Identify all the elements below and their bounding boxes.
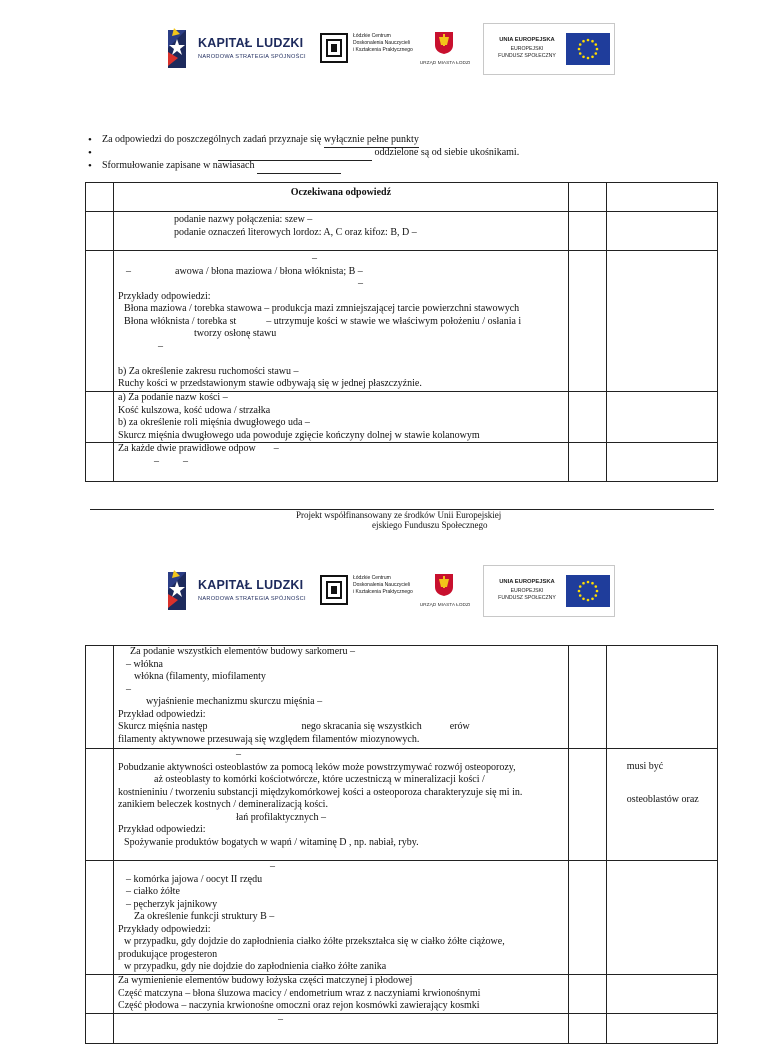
kapital-ludzki-subtitle: NARODOWA STRATEGIA SPÓJNOŚCI bbox=[198, 54, 306, 60]
eu-flag-icon bbox=[566, 575, 610, 607]
eu-subtitle: EUROPEJSKI FUNDUSZ SPOŁECZNY bbox=[498, 46, 556, 60]
answer-line: – bbox=[270, 861, 276, 872]
column-header-expected-answer: Oczekiwana odpowiedź bbox=[114, 183, 569, 212]
answer-line: – bbox=[126, 683, 132, 695]
eu-title: UNIA EUROPEJSKA bbox=[499, 579, 555, 585]
instruction-item: • Za odpowiedzi do poszczególnych zadań przyznaje się wyłącznie pełne punkty bbox=[88, 134, 688, 147]
kapital-ludzki-subtitle: NARODOWA STRATEGIA SPÓJNOŚCI bbox=[198, 596, 306, 602]
footer-line-2: ejskiego Funduszu Społecznego bbox=[372, 520, 488, 530]
instruction-item: • Sformułowanie zapisane w nawiasach bbox=[88, 160, 688, 173]
answer-line: – pęcherzyk jajnikowy bbox=[126, 898, 218, 910]
logo-strip-second-page bbox=[160, 565, 620, 621]
lodz-crest-icon bbox=[434, 573, 454, 597]
answer-line: Za podanie wszystkich elementów budowy sarkomeru – bbox=[130, 646, 355, 657]
answer-line: Przykład odpowiedzi: bbox=[118, 824, 206, 835]
scoring-instructions bbox=[88, 134, 688, 173]
answer-table-2 bbox=[85, 645, 718, 1044]
table-row bbox=[86, 1014, 718, 1044]
answer-line: produkujące progesteron bbox=[118, 948, 218, 960]
answer-line: włókna (filamenty, miofilamenty bbox=[134, 671, 266, 682]
answer-line: – bbox=[158, 340, 164, 352]
answer-line: Kość kulszowa, kość udowa / strzałka bbox=[118, 404, 271, 416]
answer-line: kostnieniniu / tworzeniu substancji międzykomórkowej kości a osteoporoza charakteryzuje się mi in. bbox=[118, 786, 523, 798]
urzad-miasta-label: URZĄD MIASTA ŁODZI bbox=[419, 61, 471, 66]
answer-line: Błona włóknista / torebka st – utrzymuje kości w stawie we właściwym położeniu / osłania i bbox=[124, 315, 522, 327]
answer-line: podanie oznaczeń literowych lordoz: A, C oraz kifoz: B, D – bbox=[174, 226, 417, 238]
table-row bbox=[86, 251, 718, 392]
lodz-crest-icon bbox=[434, 31, 454, 55]
logo-strip-top bbox=[160, 23, 620, 79]
answer-line: Za wymienienie elementów budowy łożyska części matczynej i płodowej bbox=[118, 975, 413, 986]
answer-line: podanie nazwy połączenia: szew – bbox=[174, 214, 313, 225]
table-row bbox=[86, 975, 718, 1014]
answer-line: – awowa / błona maziowa / błona włóknista; B – bbox=[126, 265, 363, 277]
cdn-logo-icon bbox=[320, 575, 348, 605]
table-row bbox=[86, 646, 718, 749]
answer-line: Część matczyna – błona śluzowa macicy / endometrium wraz z naczyniami krwionośnymi bbox=[118, 987, 481, 999]
table-row bbox=[86, 861, 718, 975]
table-row bbox=[86, 443, 718, 482]
answer-line: – komórka jajowa / oocyt II rzędu bbox=[126, 873, 263, 885]
urzad-miasta-label: URZĄD MIASTA ŁODZI bbox=[419, 603, 471, 608]
answer-line: – bbox=[278, 1014, 284, 1025]
eu-flag-icon bbox=[566, 33, 610, 65]
kapital-ludzki-logo-icon bbox=[164, 568, 190, 614]
answer-table-1 bbox=[85, 182, 718, 482]
answer-line: – ciałko żółte bbox=[126, 886, 180, 897]
answer-line: w przypadku, gdy nie dojdzie do zapłodnienia ciałko żółte zanika bbox=[124, 961, 387, 972]
table-header-row bbox=[86, 183, 718, 212]
footer-line-1: Projekt współfinansowany ze środków Unii Europejskiej bbox=[296, 510, 502, 520]
eu-logo-box bbox=[483, 23, 615, 75]
instruction-item: • oddzielone są od siebie ukośnikami. bbox=[88, 147, 688, 160]
table-row bbox=[86, 749, 718, 861]
answer-line: Skurcz mięśnia dwugłowego uda powoduje zgięcie kończyny dolnej w stawie kolanowym bbox=[118, 429, 480, 441]
kapital-ludzki-title: KAPITAŁ LUDZKI bbox=[198, 36, 304, 50]
answer-line: – bbox=[312, 253, 318, 264]
answer-line: łań profilaktycznych – bbox=[236, 811, 326, 823]
answer-line: – bbox=[236, 749, 242, 760]
answer-line: Za każde dwie prawidłowe odpow – bbox=[118, 443, 279, 454]
answer-line: Spożywanie produktów bogatych w wapń / witaminę D , np. nabiał, ryby. bbox=[124, 836, 419, 848]
answer-line: Przykład odpowiedzi: bbox=[118, 708, 206, 720]
answer-line: Część płodowa – naczynia krwionośne omoczni oraz rejon kosmówki zawierający kosmki bbox=[118, 1000, 480, 1011]
cdn-logo-icon bbox=[320, 33, 348, 63]
answer-line: aż osteoblasty to komórki kościotwórcze, które uczestniczą w mineralizacji kości / bbox=[154, 774, 485, 785]
answer-line: – włókna bbox=[126, 658, 163, 670]
eu-subtitle: EUROPEJSKI FUNDUSZ SPOŁECZNY bbox=[498, 588, 556, 602]
answer-line: Ruchy kości w przedstawionym stawie odbywają się w jednej płaszczyźnie. bbox=[118, 378, 422, 389]
answer-line: zanikiem beleczek kostnych / demineralizacją kości. bbox=[118, 799, 328, 810]
answer-line: – bbox=[358, 278, 364, 289]
answer-line: Skurcz mięśnia następ nego skracania się wszystkich erów bbox=[118, 721, 470, 732]
answer-line: w przypadku, gdy dojdzie do zapłodnienia ciałko żółte przekształca się w ciałko żółte ciążowe, bbox=[124, 936, 505, 947]
kapital-ludzki-title: KAPITAŁ LUDZKI bbox=[198, 578, 304, 592]
answer-line: a) Za podanie nazw kości – bbox=[118, 392, 228, 403]
answer-line: – – bbox=[154, 455, 189, 467]
cdn-logo-text: Łódzkie Centrum Doskonalenia Nauczycieli i Kształcenia Praktycznego bbox=[353, 33, 413, 53]
kapital-ludzki-logo-icon bbox=[164, 26, 190, 72]
answer-line: Pobudzanie aktywności osteoblastów za pomocą leków może powstrzymywać rozwój osteoporozy, bbox=[118, 761, 516, 773]
scoring-note: osteoblastów oraz bbox=[626, 793, 699, 805]
answer-line: tworzy osłonę stawu bbox=[194, 328, 277, 339]
answer-line: Błona maziowa / torebka stawowa – produkcja mazi zmniejszającej tarcie powierzchni stawowych bbox=[124, 303, 520, 314]
answer-line: Za określenie funkcji struktury B – bbox=[134, 911, 275, 922]
answer-line: b) Za określenie zakresu ruchomości stawu – bbox=[118, 365, 299, 377]
eu-title: UNIA EUROPEJSKA bbox=[499, 37, 555, 43]
answer-line: Przykłady odpowiedzi: bbox=[118, 290, 211, 302]
table-row bbox=[86, 212, 718, 251]
cdn-logo-text: Łódzkie Centrum Doskonalenia Nauczycieli i Kształcenia Praktycznego bbox=[353, 575, 413, 595]
scoring-note: musi być bbox=[626, 761, 664, 772]
answer-line: wyjaśnienie mechanizmu skurczu mięśnia – bbox=[146, 696, 323, 707]
answer-line: b) za określenie roli mięśnia dwugłowego uda – bbox=[118, 417, 310, 428]
answer-line: filamenty aktywnowe przesuwają się względem filamentów miozynowych. bbox=[118, 733, 420, 745]
eu-logo-box bbox=[483, 565, 615, 617]
table-row bbox=[86, 392, 718, 443]
answer-line: Przykłady odpowiedzi: bbox=[118, 923, 211, 935]
